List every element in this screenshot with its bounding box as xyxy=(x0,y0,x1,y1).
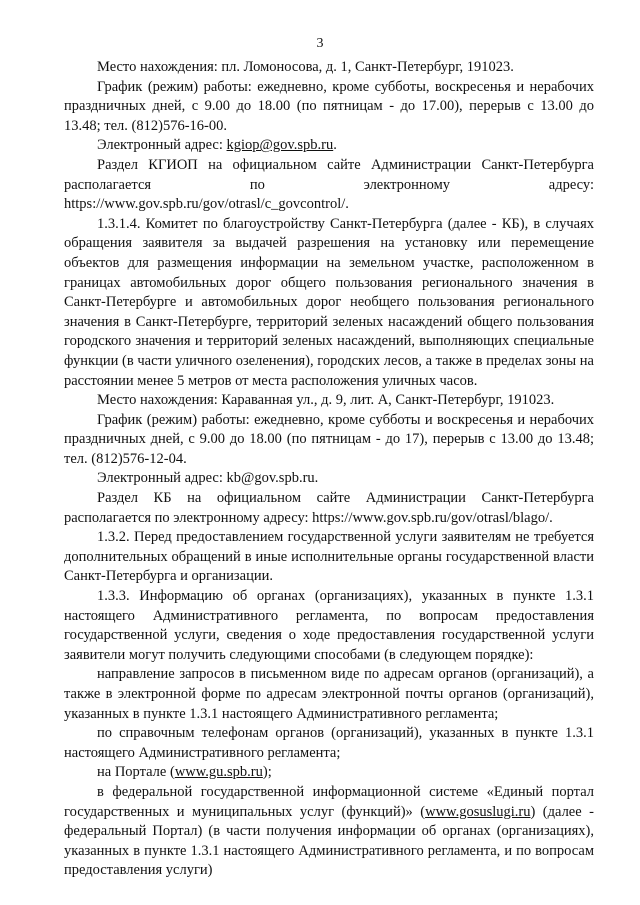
paragraph-kgiop-email xyxy=(64,136,594,156)
portal-label: на Портале ( xyxy=(97,764,175,781)
federal-portal-label: в федеральной государственной информационной системе «Единый портал государственных и муниципальных услуг (функций)» ( xyxy=(64,783,594,820)
list-item-written-requests: направление запросов в письменном виде по адресам органов (организаций), а также в электронной форме по адресам электронной почты органов (организаций), указанных в пункте 1.3.1 настоящего Административного регламента; xyxy=(64,666,594,722)
list-item-portal xyxy=(64,763,594,783)
paragraph-kgiop-section: Раздел КГИОП на официальном сайте Администрации Санкт-Петербурга располагается по электронному адресу: https://www.gov.spb.ru/gov/otrasl/c_govcontrol/. xyxy=(64,156,594,213)
paragraph-kgiop-location: Место нахождения: пл. Ломоносова, д. 1, Санкт-Петербург, 191023. xyxy=(97,59,514,75)
paragraph-kb-schedule: График (режим) работы: ежедневно, кроме субботы и воскресенья и нерабочих праздничных дней, с 9.00 до 18.00 (по пятницам - до 17), перерыв с 13.00 до 13.48; тел. (812)576-12-04. xyxy=(64,411,594,467)
paragraph-kgiop-schedule: График (режим) работы: ежедневно, кроме субботы, воскресенья и нерабочих праздничных дней, с 9.00 до 18.00 (по пятницам - до 17.00), перерыв с 13.00 до 13.48; тел. (812)576-16-00. xyxy=(64,78,594,134)
page-number: 3 xyxy=(316,36,324,51)
list-item-phones: по справочным телефонам органов (организаций), указанных в пункте 1.3.1 настоящего Административного регламента; xyxy=(64,725,594,761)
paragraph-kb-section: Раздел КБ на официальном сайте Администрации Санкт-Петербурга располагается по электронному адресу: https://www.gov.spb.ru/gov/otrasl/blago/. xyxy=(64,490,594,526)
federal-portal-link[interactable]: www.gosuslugi.ru xyxy=(425,803,531,820)
paragraph-kb-location: Место нахождения: Караванная ул., д. 9, лит. А, Санкт-Петербург, 191023. xyxy=(97,392,555,409)
punctuation: ); xyxy=(262,764,272,781)
portal-link[interactable]: www.gu.spb.ru xyxy=(174,764,263,781)
paragraph-1-3-3: 1.3.3. Информацию об органах (организациях), указанных в пункте 1.3.1 настоящего Административного регламента, по вопросам предоставления государственной услуги, сведения о ходе предоставления государственной услуги заявители могут получить следующими способами (в следующем порядке): xyxy=(64,588,594,663)
paragraph-kb-email: Электронный адрес: kb@gov.spb.ru. xyxy=(97,470,319,487)
document-body xyxy=(64,58,594,881)
federal-portal-tail: ) (далее - федеральный Портал) (в части получения информации об органах (организациях), указанных в пункте 1.3.1 настоящего Административного регламента, и по вопросам предоставления услуги) xyxy=(64,803,594,879)
paragraph-1-3-2: 1.3.2. Перед предоставлением государственной услуги заявителям не требуется дополнительных обращений в иные исполнительные органы государственной власти Санкт-Петербурга и организации. xyxy=(64,529,594,585)
email-label: Электронный адрес: xyxy=(97,137,227,154)
kgiop-email-link[interactable]: kgiop@gov.spb.ru xyxy=(226,137,334,154)
punctuation: . xyxy=(333,137,337,154)
list-item-federal-portal xyxy=(64,783,594,881)
paragraph-kb-intro: 1.3.1.4. Комитет по благоустройству Санкт-Петербурга (далее - КБ), в случаях обращения заявителя за выдачей разрешения на установку или перемещение объектов для размещения информации на земельном участке, расположенном в границах автомобильных дорог общего пользования регионального значения в Санкт-Петербурге и автомобильных дорог необщего пользования регионального значения в Санкт-Петербурге, территорий зеленых насаждений общего пользования городского значения и территорий зеленых насаждений, выполняющих специальные функции (в части уличного озеленения), городских лесов, а также в пределах зоны на расстоянии менее 5 метров от места расположения уличных часов. xyxy=(64,215,594,389)
